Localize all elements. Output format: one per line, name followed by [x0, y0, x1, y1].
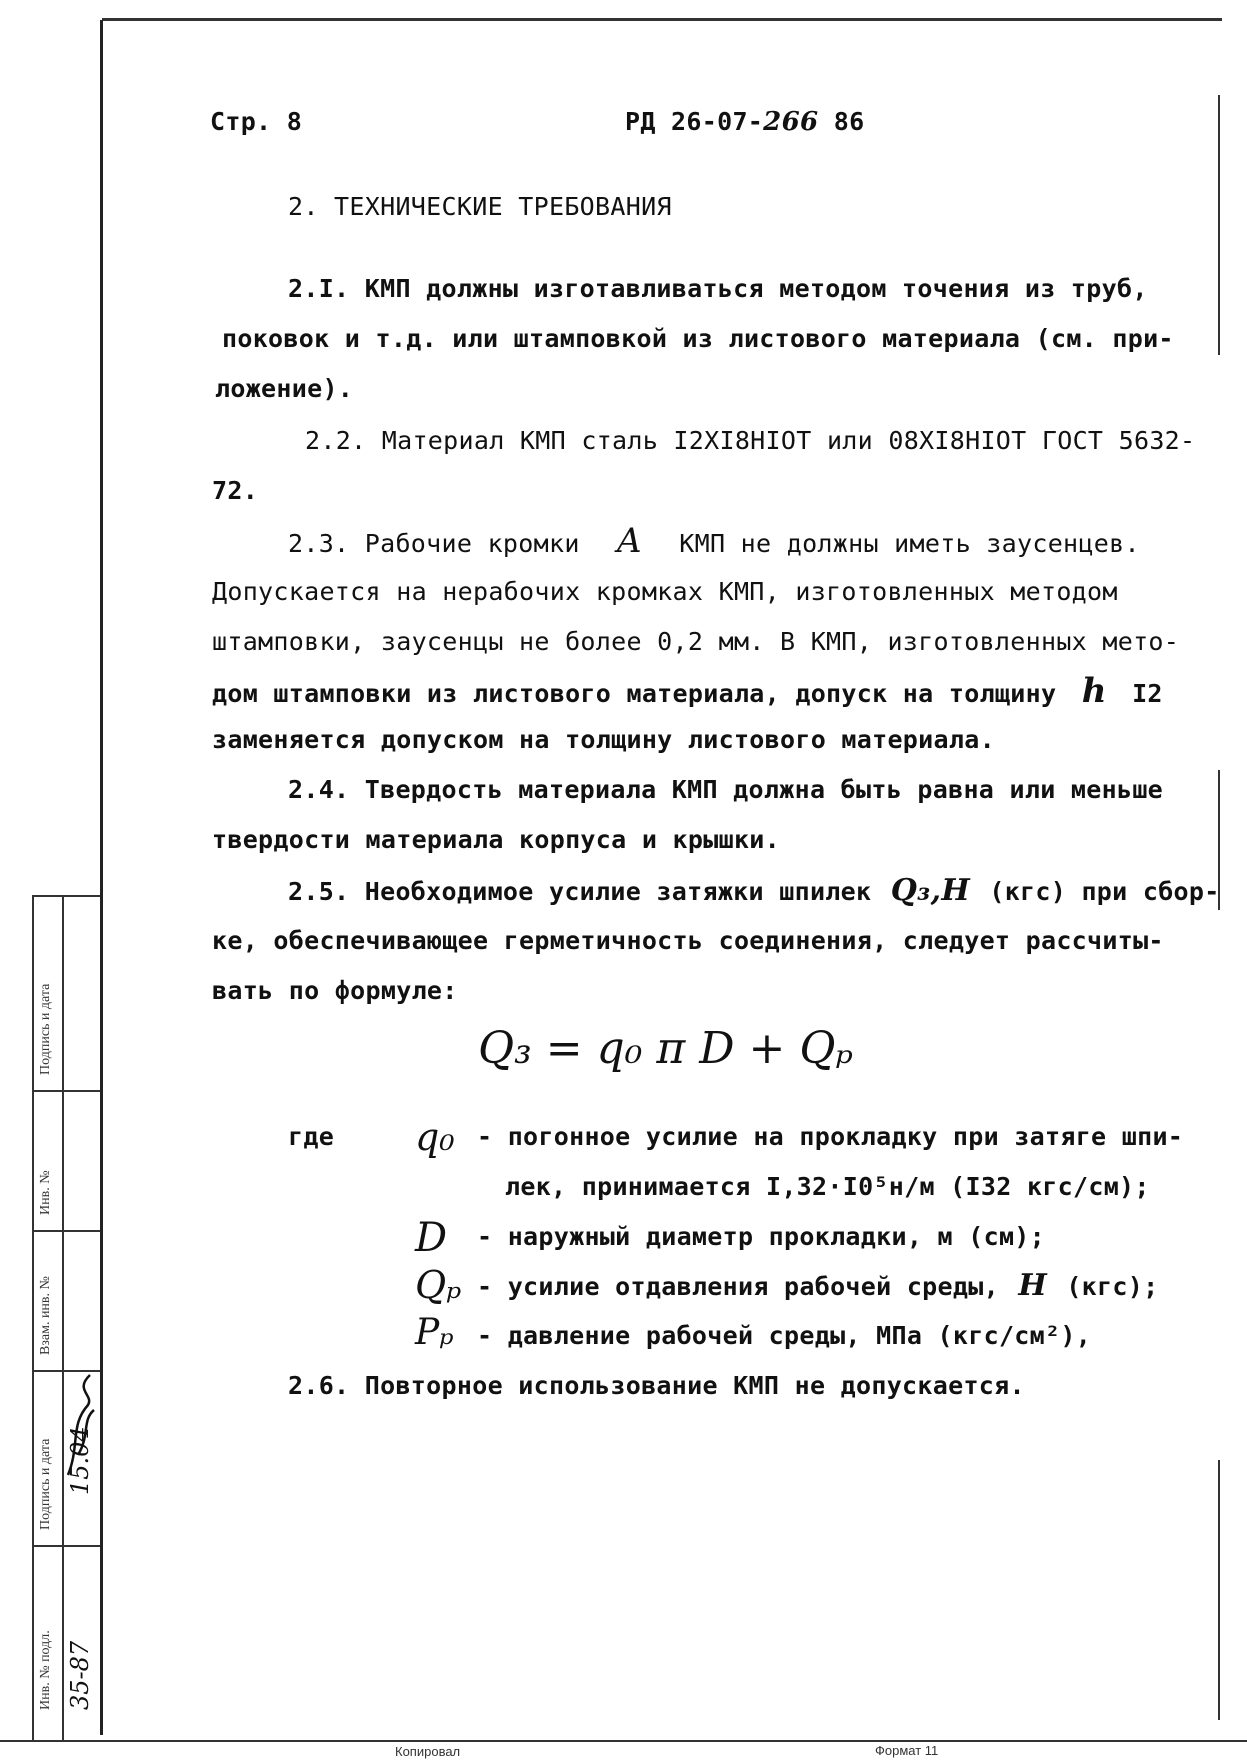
signature-mark: [60, 1365, 100, 1485]
where-symbol-h: H: [1018, 1268, 1047, 1303]
p23-line4-a: дом штамповки из листового материала, допуск на толщину: [212, 679, 1057, 708]
p21-line2: поковок и т.д. или штамповкой из листового материала (см. при-: [222, 324, 1174, 353]
p21-line1: 2.I. КМП должны изготавливаться методом точения из труб,: [288, 274, 1148, 303]
p25-symbol-q3h: Q₃,H: [890, 873, 970, 908]
p23-symbol-a: A: [617, 521, 642, 561]
stamp-label-signature-date: Подпись и дата: [38, 983, 53, 1075]
doc-code: [625, 108, 864, 136]
stamp-label-replace-inv: Взам. инв. №: [38, 1276, 53, 1355]
footer-copied: Копировал: [395, 1744, 461, 1759]
where-label: где: [288, 1122, 335, 1151]
p25-line3: вать по формуле:: [212, 976, 458, 1005]
footer-format: Формат 11: [875, 1743, 939, 1758]
where-item-q0-cont: лек, принимается I,32·I0⁵н/м (I32 кгс/см);: [505, 1172, 1150, 1201]
doc-year: 86: [833, 107, 865, 136]
stamp-line: [62, 895, 64, 1740]
p24-line2: твердости материала корпуса и крышки.: [212, 825, 780, 854]
where-item-qp: [477, 1268, 1159, 1303]
stamp-divider: [32, 895, 100, 897]
p24-line1: 2.4. Твердость материала КМП должна быть равна или меньше: [288, 775, 1164, 804]
stamp-line: [32, 895, 34, 1740]
where-item-q0: - погонное усилие на прокладку при затяге шпи-: [477, 1122, 1184, 1151]
frame-right-line: [1218, 95, 1220, 355]
stamp-label-orig-inv: Инв. № подл.: [38, 1630, 53, 1710]
p25-line1-b: (кгс) при сбор-: [989, 877, 1220, 906]
doc-code-prefix: РД 26-07-: [625, 107, 764, 136]
p23-line1: [288, 521, 1140, 561]
stamp-label-signature-date-2: Подпись и дата: [38, 1438, 53, 1530]
symbol-pp: Pₚ: [415, 1312, 454, 1353]
stamp-divider: [32, 1090, 100, 1092]
p22-line2: 72.: [212, 476, 259, 505]
p22-line1: 2.2. Материал КМП сталь I2XI8HIOT или 08XI8HIOT ГОСТ 5632-: [305, 426, 1196, 455]
p23-line3: штамповки, заусенцы не более 0,2 мм. В КМП, изготовленных мето-: [212, 627, 1180, 656]
formula: Q₃ = q₀ π D + Qₚ: [478, 1023, 854, 1074]
where-item-pp: - давление рабочей среды, МПа (кгс/см²),: [477, 1321, 1092, 1350]
page-label: Стр. 8: [210, 107, 303, 136]
frame-right-line: [1218, 1460, 1220, 1720]
p23-line2: Допускается на нерабочих кромках КМП, изготовленных методом: [212, 577, 1118, 606]
p25-line1: [288, 873, 1220, 908]
where-item-d: - наружный диаметр прокладки, м (см);: [477, 1222, 1045, 1251]
p23-line1-b: КМП не должны иметь заусенцев.: [679, 529, 1140, 558]
symbol-d: D: [415, 1215, 448, 1261]
stamp-handwritten-number: 35-87: [66, 1640, 94, 1710]
p23-symbol-h: h: [1081, 671, 1107, 711]
frame-bottom-line: [0, 1740, 1247, 1742]
p21-line3: ложение).: [215, 374, 354, 403]
section-title: 2. ТЕХНИЧЕСКИЕ ТРЕБОВАНИЯ: [288, 192, 672, 221]
p26: 2.6. Повторное использование КМП не допускается.: [288, 1371, 1025, 1400]
stamp-divider: [32, 1545, 100, 1547]
where-item-qp-a: - усилие отдавления рабочей среды,: [477, 1272, 999, 1301]
frame-top-line: [102, 18, 1222, 21]
symbol-q0: q₀: [415, 1115, 455, 1159]
p23-line1-a: 2.3. Рабочие кромки: [288, 529, 580, 558]
where-item-qp-b: (кгс);: [1066, 1272, 1159, 1301]
p23-line4-b: I2: [1132, 679, 1163, 708]
stamp-label-inv-no: Инв. №: [38, 1170, 53, 1215]
stamp-handwritten-date: 15.04: [66, 1426, 94, 1495]
doc-number-handwritten: 266: [763, 107, 819, 137]
stamp-block: [12, 895, 102, 1740]
p23-line5: заменяется допуском на толщину листового материала.: [212, 725, 995, 754]
stamp-divider: [32, 1230, 100, 1232]
p25-line1-a: 2.5. Необходимое усилие затяжки шпилек: [288, 877, 872, 906]
p25-line2: ке, обеспечивающее герметичность соединения, следует рассчиты-: [212, 926, 1164, 955]
symbol-qp: Qₚ: [415, 1263, 462, 1307]
p23-line4: [212, 671, 1163, 711]
